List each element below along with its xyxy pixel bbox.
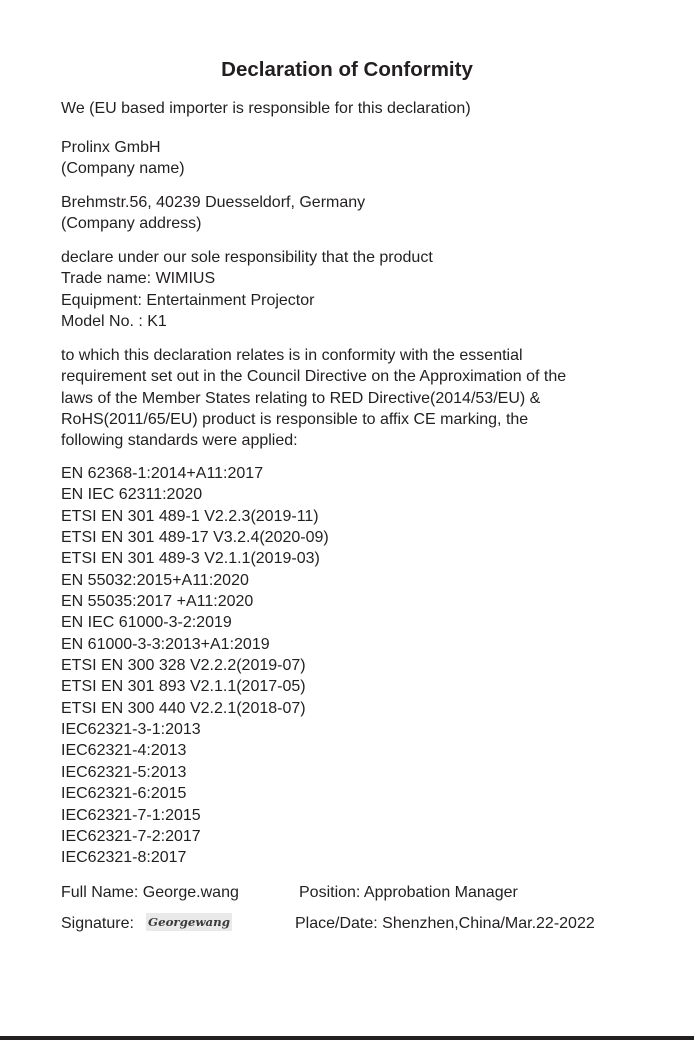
standard-item: ETSI EN 301 489-1 V2.2.3(2019-11) (61, 507, 319, 525)
company-address-block (61, 192, 661, 235)
conformity-line: to which this declaration relates is in conformity with the essential (61, 347, 523, 364)
standard-item: ETSI EN 301 893 V2.1.1(2017-05) (61, 678, 306, 696)
standard-item: EN IEC 62311:2020 (61, 486, 203, 504)
conformity-line: following standards were applied: (61, 432, 298, 450)
standard-item: EN 55035:2017 +A11:2020 (61, 593, 254, 611)
signature-handwriting: Georgewang (148, 914, 231, 929)
company-name: Prolinx GmbH (61, 139, 161, 156)
standard-item: EN 62368-1:2014+A11:2017 (61, 465, 264, 482)
product-block (61, 247, 661, 332)
declare-line: declare under our sole responsibility that the product (61, 249, 433, 266)
conformity-line: RoHS(2011/65/EU) product is responsible to affix CE marking, the (61, 410, 529, 428)
signature-label: Signature: (61, 915, 134, 932)
standard-item: IEC62321-5:2013 (61, 763, 187, 781)
model-number: Model No. : K1 (61, 312, 167, 330)
signature-place-row (61, 913, 661, 934)
standard-item: IEC62321-3-1:2013 (61, 721, 201, 739)
company-address-caption: (Company address) (61, 215, 202, 233)
equipment: Equipment: Entertainment Projector (61, 291, 315, 309)
name-position-row (61, 882, 661, 903)
standard-item: EN 55032:2015+A11:2020 (61, 571, 249, 589)
standard-item: IEC62321-8:2017 (61, 849, 187, 867)
intro-paragraph (61, 98, 661, 119)
bottom-rule (0, 1036, 694, 1040)
company-address: Brehmstr.56, 40239 Duesseldorf, Germany (61, 194, 366, 211)
company-name-block (61, 137, 661, 180)
conformity-line: laws of the Member States relating to RED Directive(2014/53/EU) & (61, 389, 541, 407)
company-name-caption: (Company name) (61, 160, 185, 178)
standard-item: IEC62321-7-2:2017 (61, 827, 201, 845)
document-title: Declaration of Conformity (221, 58, 473, 81)
position: Position: Approbation Manager (299, 884, 518, 901)
conformity-line: requirement set out in the Council Directive on the Approximation of the (61, 368, 567, 386)
signature-image (146, 913, 232, 931)
standard-item: EN 61000-3-3:2013+A1:2019 (61, 635, 270, 653)
standard-item: ETSI EN 301 489-3 V2.1.1(2019-03) (61, 550, 320, 568)
intro-line: We (EU based importer is responsible for this declaration) (61, 100, 471, 117)
conformity-paragraph (61, 345, 661, 451)
standard-item: ETSI EN 301 489-17 V3.2.4(2020-09) (61, 529, 329, 547)
standards-list (61, 463, 329, 869)
standard-item: EN IEC 61000-3-2:2019 (61, 614, 232, 632)
place-date: Place/Date: Shenzhen,China/Mar.22-2022 (295, 915, 595, 932)
trade-name: Trade name: WIMIUS (61, 270, 216, 288)
standard-item: IEC62321-6:2015 (61, 785, 187, 803)
standard-item: ETSI EN 300 328 V2.2.2(2019-07) (61, 657, 306, 675)
standard-item: ETSI EN 300 440 V2.2.1(2018-07) (61, 699, 306, 717)
standard-item: IEC62321-7-1:2015 (61, 806, 201, 824)
standard-item: IEC62321-4:2013 (61, 742, 187, 760)
full-name: Full Name: George.wang (61, 884, 239, 901)
